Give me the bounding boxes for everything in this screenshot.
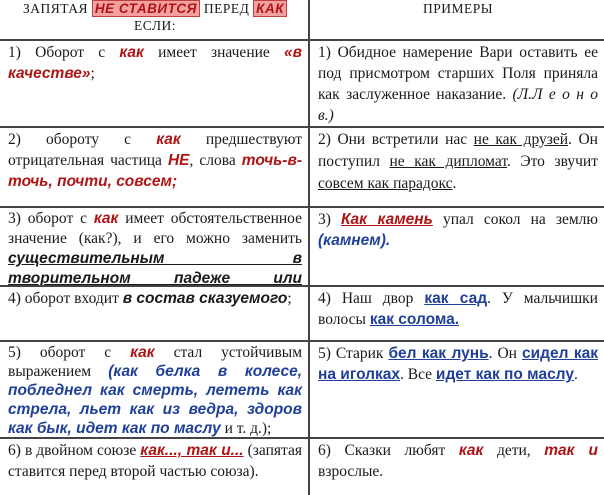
rule-6-text-2: (запятая ставится перед второй частью союза). <box>8 442 302 480</box>
header-ne-stavitsya: НЕ СТАВИТСЯ <box>92 0 200 17</box>
rule-5 <box>0 341 308 437</box>
example-1-text: 1) Обидное намерение Вари оставить ее под присмотром старших Поля приняла как заслуженное наказание. <box>318 44 598 103</box>
example-6 <box>310 438 604 495</box>
rule-4-end: ; <box>287 290 292 307</box>
rule-4-bold: в состав сказуемого <box>122 290 288 307</box>
rule-2-words: точь-в-точь, почти, совсем; <box>8 152 302 190</box>
example-5 <box>310 341 604 437</box>
header-prefix: ЗАПЯТАЯ <box>22 1 89 16</box>
example-2-text-3: . Это звучит <box>506 153 598 170</box>
example-3-num: 3) <box>318 211 342 228</box>
example-2-phrase-1: не как друзей <box>473 131 569 148</box>
example-5-phrase-3: идет как по маслу <box>435 366 574 383</box>
example-3 <box>310 207 604 285</box>
example-3-phrase: Как камень <box>341 211 433 228</box>
rule-3-text: 3) оборот с <box>8 210 94 227</box>
example-4-phrase-2: как солома. <box>369 311 460 328</box>
header-examples: ПРИМЕРЫ <box>422 1 494 16</box>
example-5-phrase-1: бел как лунь <box>388 345 489 362</box>
example-5-phrase-2: сидел как на иголках <box>318 345 598 383</box>
rule-6-text: 6) в двойном союзе <box>8 442 141 459</box>
example-5-text-2: . Он <box>488 345 522 362</box>
example-4-text-2: . У мальчишки волосы <box>318 290 598 328</box>
example-3-replacement: (камнем). <box>318 232 391 249</box>
example-6-tak: так и <box>544 442 598 459</box>
example-5-text-3: . Все <box>400 366 436 383</box>
rule-3-text-2: имеет обстоятельственное значение (как?), и его можно заменить <box>8 210 303 247</box>
example-4-text: 4) Наш двор <box>318 290 425 307</box>
rule-5-end: и т. д.); <box>220 420 272 437</box>
rule-3-replacement: существительным в творительном падеже или <box>8 250 302 285</box>
rule-1-text-2: имеет значение <box>143 44 285 61</box>
rule-6-conjunction: как..., так и... <box>140 442 244 459</box>
rule-5-examples: (как белка в колесе, побледнел как смерть, лететь как стрела, льет как из ведра, здоров как бык, идет как по маслу <box>8 363 303 437</box>
header-kak: КАК <box>253 0 287 17</box>
header-left <box>0 0 308 39</box>
example-6-kak: как <box>458 442 484 459</box>
example-2-end: . <box>452 175 457 192</box>
rule-5-text: 5) оборот с <box>8 344 131 361</box>
example-2 <box>310 127 604 206</box>
example-5-text: 5) Старик <box>318 345 389 362</box>
header-right <box>310 0 604 39</box>
example-4-phrase-1: как сад <box>424 290 488 307</box>
example-6-text-2: дети, <box>483 442 545 459</box>
example-2-text: 2) Они встретили нас <box>318 131 474 148</box>
rule-5-kak: как <box>130 344 155 361</box>
rule-1-text: 1) Оборот с <box>8 44 120 61</box>
rule-3 <box>0 207 308 285</box>
rule-1-end: ; <box>90 65 95 82</box>
example-6-text: 6) Сказки любят <box>318 442 459 459</box>
example-4 <box>310 286 604 340</box>
rule-3-kak: как <box>93 210 119 227</box>
rule-1 <box>0 40 308 126</box>
rule-2 <box>0 127 308 206</box>
example-1-author: (Л.Л е о н о в.) <box>318 86 599 124</box>
example-5-end: . <box>573 366 578 383</box>
example-6-end: взрослые. <box>318 463 384 480</box>
example-2-phrase-2: не как дипломат <box>389 153 507 170</box>
rule-2-text-2: предшествуют отрицательная частица <box>8 131 302 169</box>
rule-2-text-3: , слова <box>189 152 242 169</box>
rule-2-ne: НЕ <box>167 152 190 169</box>
rule-5-text-2: стал устойчивым выражением <box>8 344 303 380</box>
rule-4-text: 4) оборот входит <box>8 290 123 307</box>
rule-1-kak: как <box>119 44 144 61</box>
header-middle: ПЕРЕД <box>203 1 250 16</box>
rule-2-text: 2) обороту с <box>8 131 157 148</box>
example-2-text-2: . Он поступил <box>318 131 598 170</box>
example-1 <box>310 40 604 126</box>
rule-6 <box>0 438 308 495</box>
example-3-text: упал сокол на землю <box>432 211 598 228</box>
rule-4 <box>0 286 308 340</box>
rule-2-kak: как <box>156 131 181 148</box>
example-2-phrase-3: совсем как парадокс <box>318 175 453 192</box>
header-suffix: ЕСЛИ: <box>133 18 177 33</box>
rule-1-quote: «в качестве» <box>8 44 302 82</box>
